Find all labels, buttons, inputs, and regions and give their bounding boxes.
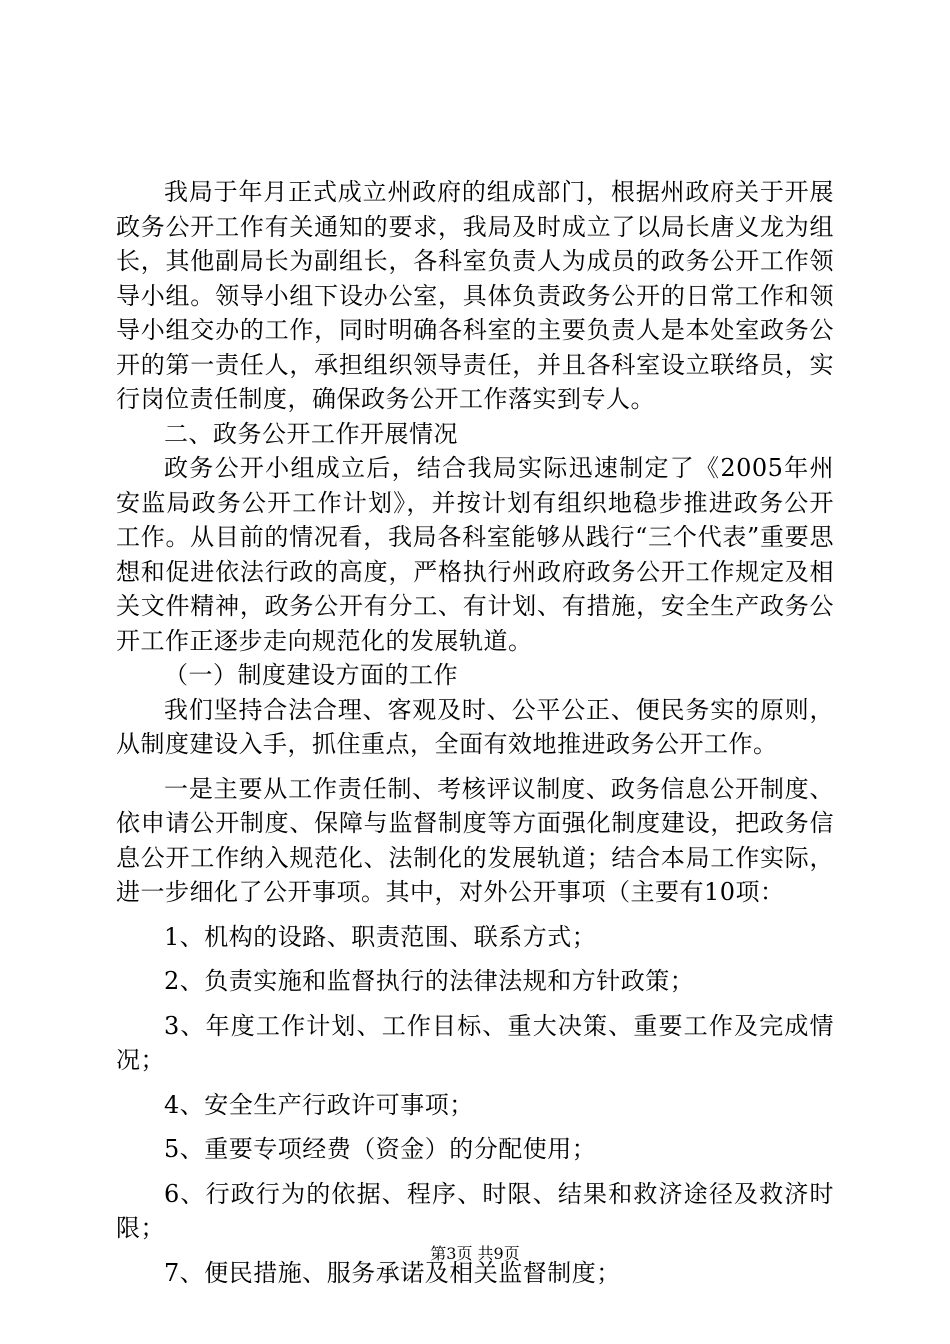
paragraph-intro: 我局于年月正式成立州政府的组成部门，根据州政府关于开展政务公开工作有关通知的要求，我局及时成立了以局长唐义龙为组长，其他副局长为副组长，各科室负责人为成员的政务公开工作领导小组。领导小组下设办公室，具体负责政务公开的日常工作和领导小组交办的工作，同时明确各科室的主要负责人是本处室政务公开的第一责任人，承担组织领导责任，并且各科室设立联络员，实行岗位责任制度，确保政务公开工作落实到专人。 [116, 178, 834, 413]
list-item: 7、便民措施、服务承诺及相关监督制度； [164, 1258, 621, 1287]
document-body [116, 175, 834, 1290]
list-item: 6、行政行为的依据、程序、时限、结果和救济途径及救济时限； [116, 1179, 834, 1242]
list-item: 1、机构的设路、职责范围、联系方式； [164, 922, 597, 951]
list-item: 3、年度工作计划、工作目标、重大决策、重要工作及完成情况； [116, 1011, 834, 1074]
list-item: 4、安全生产行政许可事项； [164, 1090, 474, 1119]
list-item: 5、重要专项经费（资金）的分配使用； [164, 1135, 597, 1163]
list-item: 2、负责实施和监督执行的法律法规和方针政策； [164, 967, 695, 995]
paragraph-system-building: 一是主要从工作责任制、考核评议制度、政务信息公开制度、依申请公开制度、保障与监督制度等方面强化制度建设，把政务信息公开工作纳入规范化、法制化的发展轨道；结合本局工作实际，进一步细化了公开事项。其中，对外公开事项（主要有10项： [116, 774, 834, 906]
paragraph-principles: 我们坚持合法合理、客观及时、公平公正、便民务实的原则，从制度建设入手，抓住重点，全面有效地推进政务公开工作。 [116, 695, 834, 758]
page-footer: 第3页 共9页 [430, 1244, 520, 1263]
paragraph-progress: 政务公开小组成立后，结合我局实际迅速制定了《2005年州安监局政务公开工作计划》，并按计划有组织地稳步推进政务公开工作。从目前的情况看，我局各科室能够从践行“三个代表”重要思想和促进依法行政的高度，严格执行州政府政务公开工作规定及相关文件精神，政务公开有分工、有计划、有措施，安全生产政务公开工作正逐步走向规范化的发展轨道。 [116, 454, 834, 655]
section-heading-2: 二、政务公开工作开展情况 [164, 419, 458, 448]
subsection-heading-1: （一）制度建设方面的工作 [164, 661, 458, 689]
